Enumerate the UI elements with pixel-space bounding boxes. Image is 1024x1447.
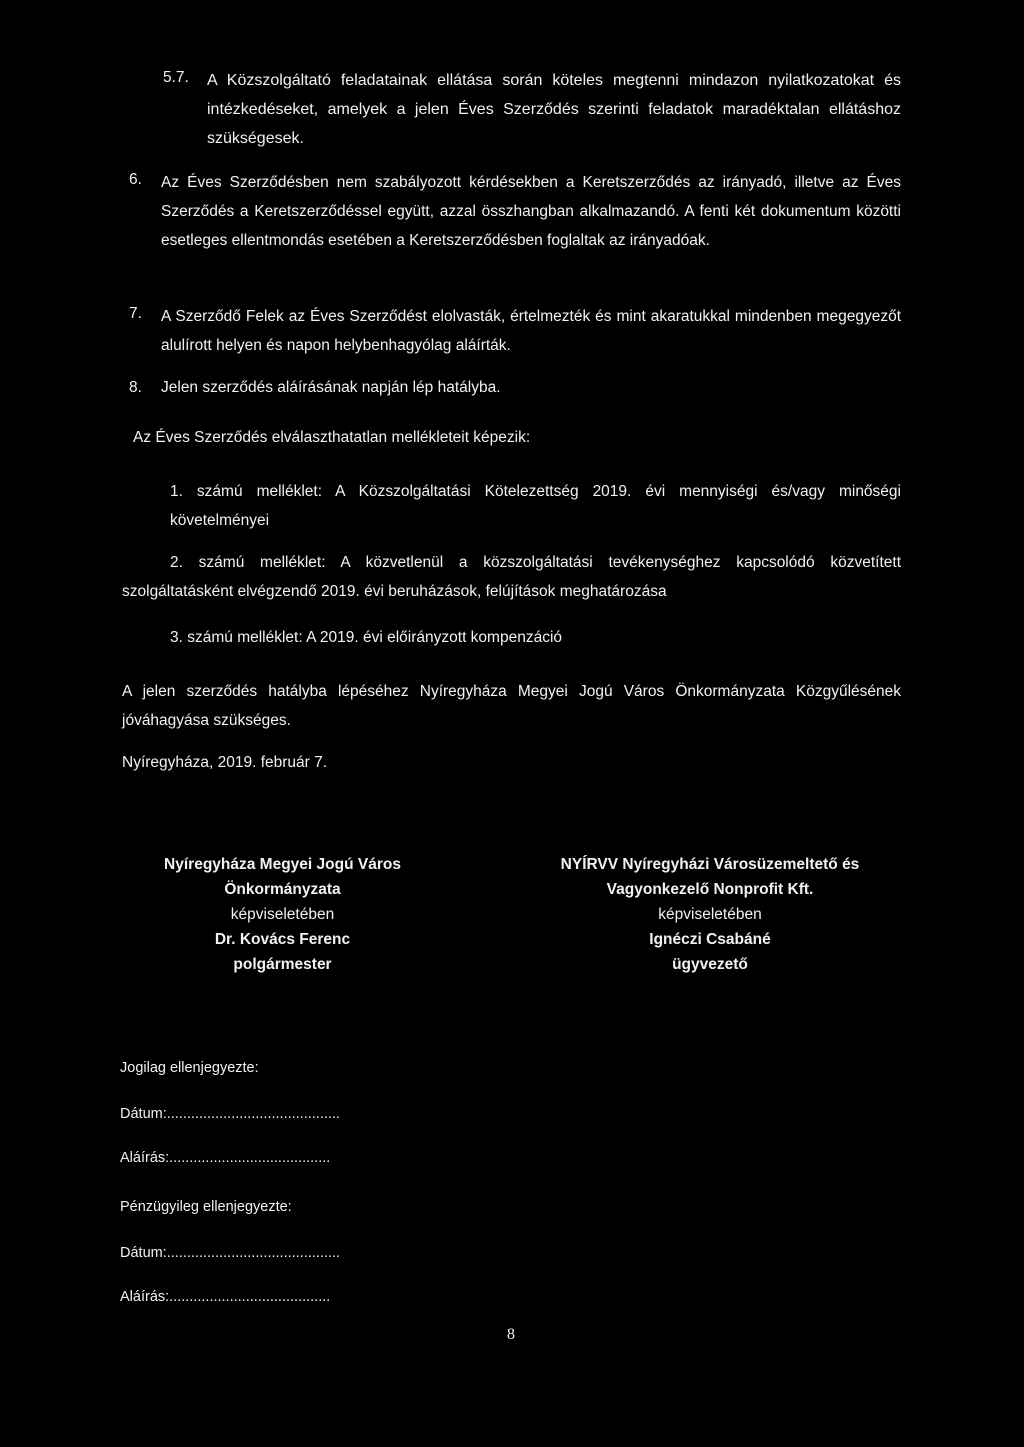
signatory-right-title: ügyvezető [672,956,748,974]
signatory-left-name: Dr. Kovács Ferenc [214,931,351,949]
annex-2: 2. számú melléklet: A közvetlenül a közszolgáltatási tevékenységhez kapcsolódó közvetített szolgáltatásként elvégzendő 2019. évi beruházások, felújítások meghatározása [122,554,901,600]
signatory-left-org-line1: Nyíregyháza Megyei Jogú Város [164,856,401,873]
signatory-left [110,852,455,978]
annex-1: 1. számú melléklet: A Közszolgáltatási Kötelezettség 2019. évi mennyiségi és/vagy minőségi követelményei [170,483,901,529]
financial-date-field: Dátum:........................................... [120,1245,340,1261]
signatory-right-org-line1: NYÍRVV Nyíregyházi Városüzemeltető és [560,856,860,873]
section-7-number: 7. [129,305,142,322]
approval-text: A jelen szerződés hatályba lépéséhez Nyíregyháza Megyei Jogú Város Önkormányzata Közgyűlésének jóváhagyása szükséges. [122,683,901,729]
annex-3: 3. számú melléklet: A 2019. évi előirányzott kompenzáció [170,629,563,646]
legal-date-field: Dátum:........................................... [120,1106,340,1122]
section-8-number: 8. [129,379,142,396]
financial-countersign-label: Pénzügyileg ellenjegyezte: [120,1199,292,1215]
section-7-text: A Szerződő Felek az Éves Szerződést elolvasták, értelmezték és mint akaratukkal mindenben megegyezőt alulírott helyen és napon helybenhagyólag aláírták. [161,308,901,354]
page-number: 8 [507,1326,515,1343]
signatory-right-org-line2: Vagyonkezelő Nonprofit Kft. [606,881,814,899]
section-6-text: Az Éves Szerződésben nem szabályozott kérdésekben a Keretszerződés az irányadó, illetve az Éves Szerződés a Keretszerződéssel együtt, azzal összhangban alkalmazandó. A fenti két dokumentum közötti esetleges ellentmondás esetében a Keretszerződésben foglaltak az irányadóak. [161,174,901,249]
signatory-right-name: Ignéczi Csabáné [649,931,771,949]
annex-intro: Az Éves Szerződés elválaszthatatlan mellékleteit képezik: [133,429,531,446]
signatory-right [525,852,895,978]
legal-countersign-label: Jogilag ellenjegyezte: [120,1060,259,1076]
section-5-7-number: 5.7. [163,69,189,86]
section-8-text: Jelen szerződés aláírásának napján lép hatályba. [161,379,501,396]
section-6-number: 6. [129,171,142,188]
section-5-7-text: A Közszolgáltató feladatainak ellátása során köteles megtenni mindazon nyilatkozatokat és intézkedéseket, amelyek a jelen Éves Szerződés szerinti feladatok maradéktalan ellátáshoz szükségesek. [207,72,901,147]
signatory-left-capacity: képviseletében [230,906,335,924]
signatory-left-org-line2: Önkormányzata [224,881,341,899]
legal-signature-field: Aláírás:........................................ [120,1150,331,1166]
signatory-left-title: polgármester [233,956,332,974]
signatory-right-capacity: képviseletében [658,906,762,924]
financial-signature-field: Aláírás:........................................ [120,1289,331,1305]
place-date: Nyíregyháza, 2019. február 7. [122,754,328,771]
